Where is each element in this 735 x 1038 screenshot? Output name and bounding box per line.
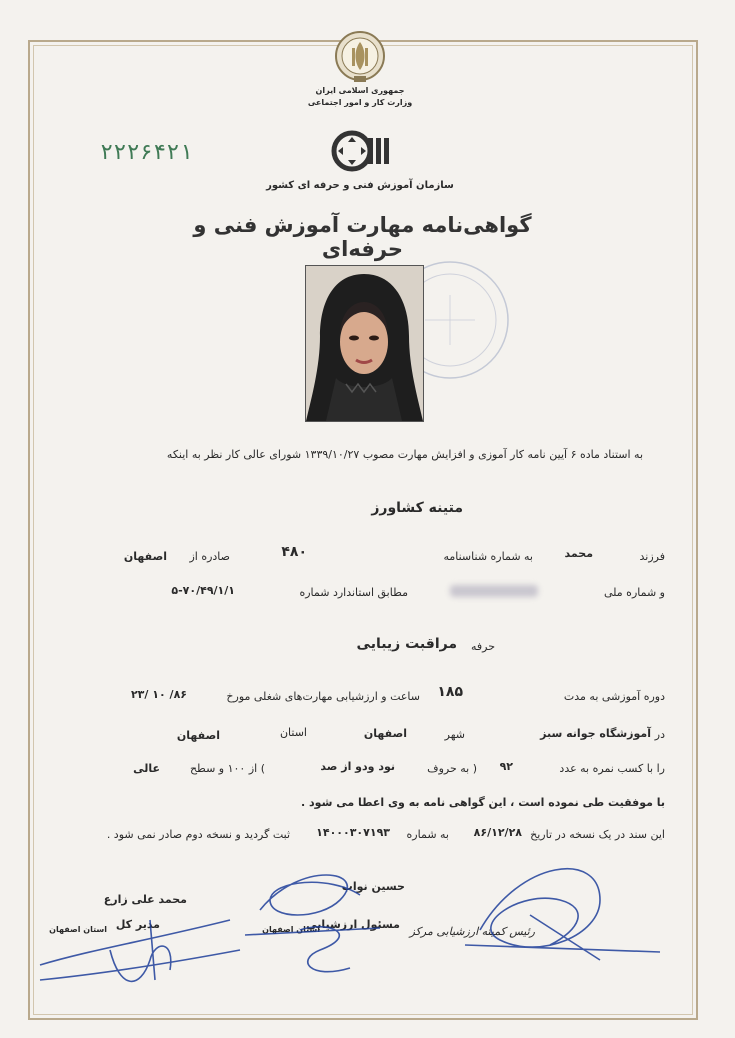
child-of-label: فرزند — [639, 550, 665, 563]
header-line-1: جمهوری اسلامی ایران — [315, 86, 405, 95]
province-name: اصفهان — [176, 729, 220, 742]
right-signatory-title: رئیس کمیته ارزشیابی مرکز — [409, 925, 535, 938]
issued-label: صادره از — [189, 550, 230, 563]
iran-emblem-icon — [332, 28, 388, 88]
score-of-text: ) از ۱۰۰ و سطح — [189, 762, 265, 775]
final-text-b: به شماره — [406, 828, 449, 841]
national-id-label: و شماره ملی — [603, 586, 665, 599]
province-label: استان — [279, 726, 307, 739]
score-label: را با کسب نمره به عدد — [559, 762, 665, 775]
signature-scribbles-icon — [0, 840, 735, 1030]
organization-name: سازمان آموزش فنی و حرفه ای کشور — [266, 180, 454, 191]
middle-signatory-title: مسئول ارزشیابی — [306, 918, 400, 931]
holder-name: متینه کشاورز — [371, 500, 463, 516]
left-signatory-name: محمد علی زارع — [103, 893, 187, 906]
national-id-redacted — [450, 585, 538, 597]
final-text-c: ثبت گردید و نسخه دوم صادر نمی شود . — [106, 828, 290, 841]
course-date: ۸۶/ ۱۰ /۲۳ — [130, 688, 187, 701]
standard-number: ۵-۷۰/۴۹/۱/۱ — [171, 584, 235, 597]
id-number: ۴۸۰ — [281, 544, 307, 560]
issued-city: اصفهان — [123, 550, 167, 563]
father-name: محمد — [564, 547, 593, 560]
score-words-label: ( به حروف — [427, 762, 477, 775]
certificate-title: گواهی‌نامه مهارت آموزش فنی و حرفه‌ای — [193, 213, 532, 261]
tvto-logo-icon — [330, 128, 392, 174]
middle-signatory-stamp: استان اصفهان — [262, 925, 320, 934]
course-label: دوره آموزشی به مدت — [563, 690, 665, 703]
trade-label: حرفه — [470, 640, 495, 653]
serial-number: ۲۲۲۶۴۲۱ — [100, 140, 193, 165]
intro-text: به استناد ماده ۶ آیین نامه کار آموزی و افزایش مهارت مصوب ۱۳۳۹/۱۰/۲۷ شورای عالی کار نظر به اینکه — [166, 448, 643, 461]
city-label: شهر — [444, 728, 465, 741]
final-date: ۸۶/۱۲/۲۸ — [473, 826, 522, 839]
header-line-2: وزارت کار و امور اجتماعی — [307, 98, 413, 107]
final-number: ۱۴۰۰۰۳۰۷۱۹۳ — [316, 826, 390, 839]
course-hours: ۱۸۵ — [437, 684, 463, 700]
final-text-a: این سند در یک نسخه در تاریخ — [530, 828, 665, 841]
score-words: نود ودو از صد — [320, 760, 395, 773]
in-label: در — [654, 728, 665, 741]
success-text: با موفقیت طی نموده است ، این گواهی نامه به وی اعطا می شود . — [301, 796, 665, 809]
city-name: اصفهان — [363, 727, 407, 740]
level-value: عالی — [133, 762, 160, 775]
score-number: ۹۲ — [499, 760, 513, 773]
standard-label: مطابق استاندارد شماره — [299, 586, 408, 599]
trade-name: مراقبت زیبایی — [356, 636, 457, 652]
left-signatory-title: مدیر کل — [115, 918, 160, 931]
course-text: ساعت و ارزشیابی مهارت‌های شغلی مورخ — [226, 690, 420, 703]
holder-photo — [305, 265, 424, 422]
left-signatory-stamp: استان اصفهان — [49, 925, 107, 934]
middle-signatory-name: حسین نواب — [341, 880, 405, 893]
institute-name: آموزشگاه جوانه سبز — [540, 727, 651, 740]
id-number-label: به شماره شناسنامه — [443, 550, 533, 563]
